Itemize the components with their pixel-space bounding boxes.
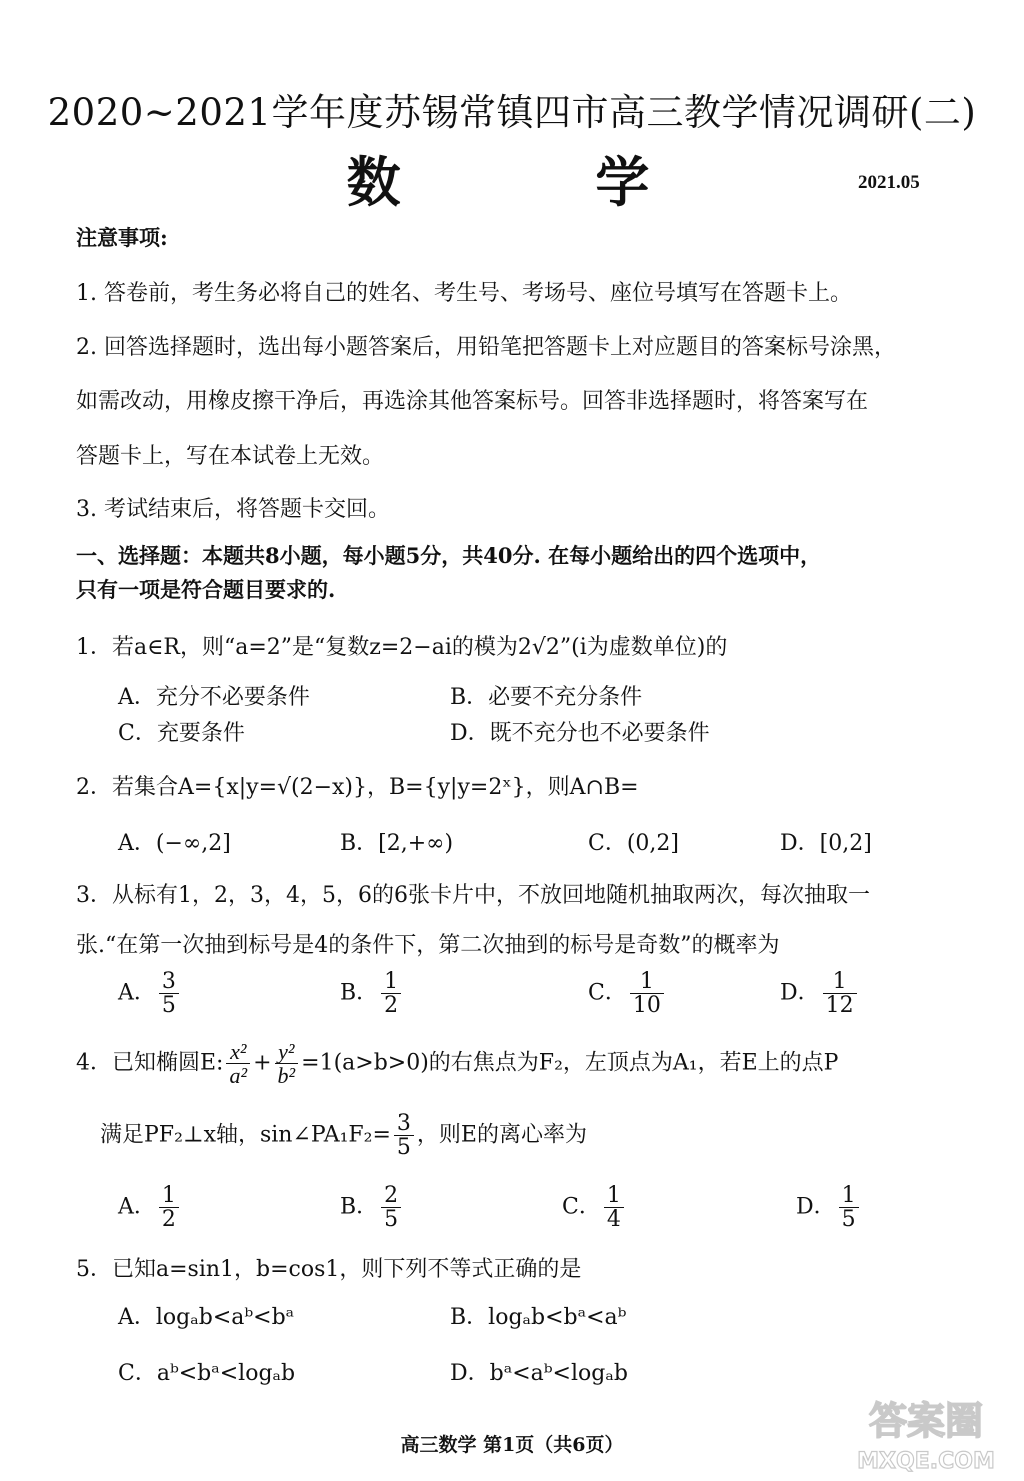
- page-footer: 高三数学 第1页（共6页）: [400, 1434, 624, 1456]
- fraction: [604, 1184, 624, 1231]
- denominator: b²: [275, 1063, 299, 1087]
- numerator: 3: [161, 969, 176, 994]
- note-item-1: 1. 答卷前，考生务必将自己的姓名、考生号、考场号、座位号填写在答题卡上。: [76, 281, 852, 306]
- numerator: 1: [384, 969, 399, 994]
- denominator: 10: [630, 993, 664, 1017]
- option-label: C．: [588, 980, 627, 1006]
- question-2-option-b: B．[2,+∞): [340, 831, 454, 856]
- question-3-option-c: [588, 970, 667, 1017]
- question-4-option-d: [796, 1184, 862, 1231]
- question-4-prefix: 4．已知椭圆E:: [76, 1050, 224, 1076]
- question-4-option-c: [562, 1184, 627, 1231]
- exam-title: 2020~2021学年度苏锡常镇四市高三教学情况调研(二): [47, 91, 977, 134]
- question-4-line-2-prefix: 满足PF₂⊥x轴，sin∠PA₁F₂=: [100, 1122, 391, 1148]
- denominator: 12: [823, 993, 857, 1017]
- question-1-stem: 1．若a∈R，则“a=2”是“复数z=2−ai的模为2√2”(i为虚数单位)的: [76, 635, 728, 660]
- subject-title: 数 学: [346, 150, 738, 214]
- question-4-line-1: [76, 1040, 838, 1087]
- question-1-option-b: B．必要不充分条件: [450, 685, 643, 710]
- question-4-line-2-rest: ，则E的离心率为: [416, 1122, 587, 1148]
- watermark-text-top: 答案圈: [868, 1399, 984, 1443]
- denominator: 2: [159, 1207, 179, 1231]
- watermark-text-bottom: MXQE.COM: [857, 1449, 995, 1474]
- question-3-option-d: [780, 970, 860, 1017]
- question-4-rest: =1(a>b>0)的右焦点为F₂，左顶点为A₁，若E上的点P: [301, 1050, 839, 1076]
- fraction-x: [226, 1040, 250, 1087]
- question-5-option-d: D．bᵃ<aᵇ<logₐb: [450, 1361, 628, 1386]
- denominator: 4: [604, 1207, 624, 1231]
- question-5-stem: 5．已知a=sin1，b=cos1，则下列不等式正确的是: [76, 1257, 582, 1282]
- note-item-2-line-2: 如需改动，用橡皮擦干净后，再选涂其他答案标号。回答非选择题时，将答案写在: [76, 389, 869, 414]
- question-3-option-a: [118, 970, 182, 1017]
- question-4-option-a: [118, 1184, 182, 1231]
- fraction: [381, 970, 401, 1017]
- section-1-heading-line-2: 只有一项是符合题目要求的.: [76, 577, 336, 602]
- watermark-logo: [836, 1390, 1016, 1474]
- note-item-2-line-1: 2. 回答选择题时，选出每小题答案后，用铅笔把答题卡上对应题目的答案标号涂黑，: [76, 335, 896, 360]
- denominator: 2: [381, 993, 401, 1017]
- plus-sign: +: [253, 1050, 272, 1076]
- question-5-option-c: C．aᵇ<bᵃ<logₐb: [118, 1361, 296, 1386]
- question-4-line-2: [100, 1112, 587, 1159]
- question-1-option-c: C．充要条件: [118, 721, 245, 746]
- numerator: 3: [396, 1111, 411, 1136]
- numerator: 1: [606, 1183, 621, 1208]
- note-item-3: 3. 考试结束后，将答题卡交回。: [76, 497, 390, 522]
- numerator: 1: [639, 969, 654, 994]
- numerator: 1: [161, 1183, 176, 1208]
- exam-date: 2021.05: [858, 172, 920, 193]
- option-label: B．: [340, 1194, 379, 1220]
- option-label: A．: [118, 980, 156, 1006]
- question-2-option-c: C．(0,2]: [588, 831, 679, 856]
- question-2-stem: 2．若集合A={x|y=√(2−x)}，B={y|y=2ˣ}，则A∩B=: [76, 775, 639, 800]
- fraction: [839, 1184, 859, 1231]
- section-1-heading-line-1: 一、选择题：本题共8小题，每小题5分，共40分. 在每小题给出的四个选项中，: [76, 543, 822, 568]
- denominator: 5: [839, 1207, 859, 1231]
- fraction-sin: [394, 1112, 414, 1159]
- question-5-option-a: A．logₐb<aᵇ<bᵃ: [118, 1305, 295, 1330]
- fraction: [630, 970, 664, 1017]
- denominator: 5: [381, 1207, 401, 1231]
- option-label: C．: [562, 1194, 601, 1220]
- option-label: D．: [796, 1194, 836, 1220]
- question-5-option-b: B．logₐb<bᵃ<aᵇ: [450, 1305, 627, 1330]
- fraction: [159, 1184, 179, 1231]
- numerator: 1: [832, 969, 847, 994]
- fraction: [159, 970, 179, 1017]
- question-3-line-2: 张.“在第一次抽到标号是4的条件下，第二次抽到的标号是奇数”的概率为: [76, 933, 780, 958]
- fraction: [381, 1184, 401, 1231]
- numerator: y²: [278, 1039, 295, 1064]
- question-2-option-d: D．[0,2]: [780, 831, 872, 856]
- fraction: [823, 970, 857, 1017]
- question-1-option-d: D．既不充分也不必要条件: [450, 721, 710, 746]
- question-3-line-1: 3．从标有1，2，3，4，5，6的6张卡片中，不放回地随机抽取两次，每次抽取一: [76, 883, 870, 908]
- question-2-option-a: A．(−∞,2]: [118, 831, 231, 856]
- option-label: D．: [780, 980, 820, 1006]
- question-1-option-a: A．充分不必要条件: [118, 685, 310, 710]
- numerator: 1: [841, 1183, 856, 1208]
- fraction-y: [275, 1040, 299, 1087]
- note-item-2-line-3: 答题卡上，写在本试卷上无效。: [76, 444, 385, 469]
- denominator: 5: [394, 1135, 414, 1159]
- option-label: A．: [118, 1194, 156, 1220]
- denominator: 5: [159, 993, 179, 1017]
- notes-heading: 注意事项:: [76, 225, 168, 250]
- question-3-option-b: [340, 970, 404, 1017]
- numerator: x²: [230, 1039, 247, 1064]
- option-label: B．: [340, 980, 379, 1006]
- question-4-option-b: [340, 1184, 404, 1231]
- denominator: a²: [226, 1063, 250, 1087]
- numerator: 2: [384, 1183, 399, 1208]
